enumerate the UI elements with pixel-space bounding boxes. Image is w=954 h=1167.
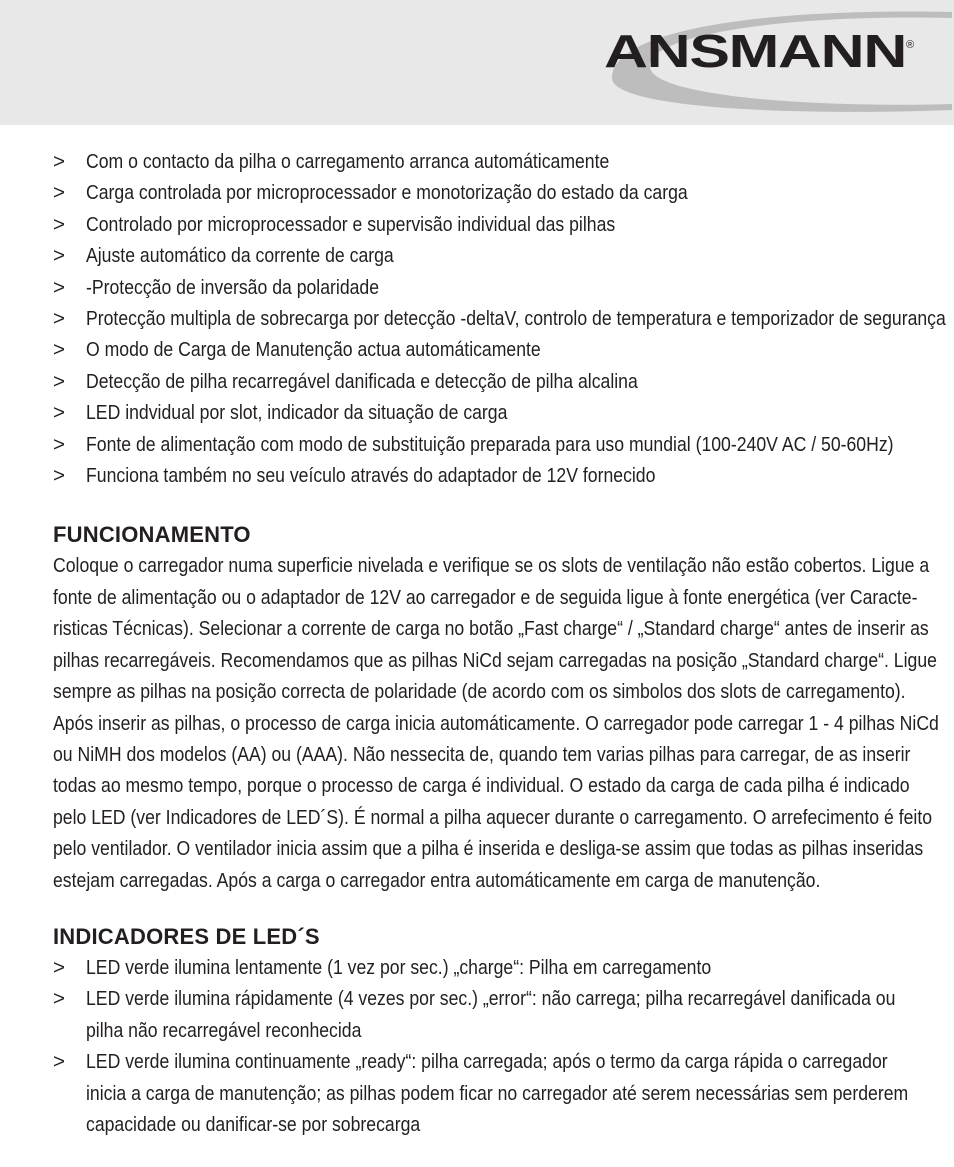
paragraph-line-text: pilhas recarregáveis. Recomendamos que as pilhas NiCd sejam carregadas na posição „Standard charge“. Ligue — [53, 648, 937, 672]
paragraph-line-text: ou NiMH dos modelos (AA) ou (AAA). Não nessecita de, quando tem varias pilhas para carregar, de as inserir — [53, 742, 911, 766]
paragraph-line — [53, 865, 913, 896]
indicator-line-text: capacidade ou danificar-se por sobrecarga — [86, 1112, 421, 1136]
paragraph-line-text: risticas Técnicas). Selecionar a corrente de carga no botão „Fast charge“ / „Standard charge“ antes de inserir as — [53, 617, 929, 641]
page-header — [0, 0, 954, 125]
led-indicator-item — [53, 952, 913, 983]
indicator-line-text: pilha não recarregável reconhecida — [86, 1018, 362, 1042]
bullet-marker: > — [53, 181, 65, 205]
paragraph-line — [53, 613, 929, 644]
indicator-line-text: LED verde ilumina lentamente (1 vez por sec.) „charge“: Pilha em carregamento — [86, 955, 712, 979]
ansmann-logo — [560, 0, 954, 125]
bullet-marker: > — [53, 212, 65, 236]
paragraph-line — [53, 739, 913, 770]
bullet-marker: > — [53, 955, 65, 979]
bullet-marker: > — [53, 275, 65, 299]
feature-item — [53, 209, 913, 240]
logo-wordmark: ANSMANN — [604, 25, 906, 77]
main-content — [53, 146, 946, 1140]
paragraph-line-text: sempre as pilhas na posição correcta de polaridade (de acordo com os simbolos dos slots de carregamento). — [53, 680, 906, 704]
paragraph-line-text: pelo LED (ver Indicadores de LED´S). É normal a pilha aquecer durante o carregamento. O arrefecimento é feito — [53, 805, 933, 829]
feature-text: Protecção multipla de sobrecarga por detecção -deltaV, controlo de temperatura e temporizador de segurança — [86, 307, 946, 331]
bullet-marker: > — [53, 307, 65, 331]
led-indicator-item — [53, 983, 913, 1046]
indicator-line-text: LED verde ilumina continuamente „ready“: pilha carregada; após o termo da carga rápida o carregador — [86, 1050, 888, 1074]
paragraph-line — [53, 582, 918, 613]
paragraph-line — [53, 802, 933, 833]
feature-text: Carga controlada por microprocessador e monotorização do estado da carga — [86, 181, 688, 205]
feature-text: Controlado por microprocessador e supervisão individual das pilhas — [86, 212, 616, 236]
paragraph-line — [53, 645, 937, 676]
indicadores-heading: INDICADORES DE LED´S — [53, 923, 320, 949]
feature-text: Funciona também no seu veículo através do adaptador de 12V fornecido — [86, 464, 656, 488]
feature-text: LED indvidual por slot, indicador da situação de carga — [86, 401, 508, 425]
feature-text: Ajuste automático da corrente de carga — [86, 244, 394, 268]
bullet-marker: > — [53, 244, 65, 268]
feature-text: -Protecção de inversão da polaridade — [86, 275, 380, 299]
indicator-line — [86, 1015, 913, 1046]
feature-item — [53, 240, 913, 271]
bullet-marker: > — [53, 432, 65, 456]
bullet-marker: > — [53, 401, 65, 425]
indicator-line-text: LED verde ilumina rápidamente (4 vezes por sec.) „error“: não carrega; pilha recarregável danificada ou — [86, 987, 896, 1011]
bullet-marker: > — [53, 987, 65, 1011]
registered-mark: ® — [906, 39, 915, 51]
funcionamento-heading: FUNCIONAMENTO — [53, 522, 251, 548]
feature-item — [53, 272, 913, 303]
bullet-marker: > — [53, 150, 65, 173]
feature-item — [53, 460, 913, 491]
feature-text: Fonte de alimentação com modo de substituição preparada para uso mundial (100-240V AC / 50-60Hz) — [86, 432, 894, 456]
feature-text: Com o contacto da pilha o carregamento arranca automáticamente — [86, 150, 610, 173]
feature-list — [53, 146, 946, 491]
feature-text: O modo de Carga de Manutenção actua automáticamente — [86, 338, 541, 362]
indicator-line — [86, 1078, 913, 1109]
paragraph-line-text: fonte de alimentação ou o adaptador de 12V ao carregador e de seguida ligue à fonte energética (ver Caracte- — [53, 585, 918, 609]
feature-item — [53, 429, 913, 460]
bullet-marker: > — [53, 464, 65, 488]
led-indicator-item — [53, 1046, 913, 1140]
paragraph-line-text: todas ao mesmo tempo, porque o processo de carga é individual. O estado da carga de cada pilha é indicado — [53, 774, 910, 798]
paragraph-line — [53, 676, 913, 707]
feature-item — [53, 366, 913, 397]
paragraph-line-text: pelo ventilador. O ventilador inicia assim que a pilha é inserida e desliga-se assim que todas as pilhas inseridas — [53, 837, 924, 861]
paragraph-line — [53, 550, 930, 581]
paragraph-line — [53, 708, 939, 739]
bullet-marker: > — [53, 338, 65, 362]
feature-item — [53, 334, 913, 365]
indicator-line — [86, 983, 913, 1014]
feature-item — [53, 177, 913, 208]
feature-item — [53, 397, 913, 428]
bullet-marker: > — [53, 1050, 65, 1074]
indicator-line-text: inicia a carga de manutenção; as pilhas podem ficar no carregador até serem necessárias sem perderem — [86, 1081, 909, 1105]
bullet-marker: > — [53, 369, 65, 393]
paragraph-line — [53, 833, 924, 864]
paragraph-line-text: Após inserir as pilhas, o processo de carga inicia automáticamente. O carregador pode carregar 1 - 4 pilhas NiCd — [53, 711, 939, 735]
feature-item — [53, 303, 946, 334]
indicator-line — [86, 952, 913, 983]
indicator-line — [86, 1109, 913, 1140]
paragraph-line-text: estejam carregadas. Após a carga o carregador entra automáticamente em carga de manutenção. — [53, 868, 821, 892]
feature-item — [53, 146, 913, 177]
paragraph-line-text: Coloque o carregador numa superficie nivelada e verifique se os slots de ventilação não estão cobertos. Ligue a — [53, 554, 930, 578]
funcionamento-paragraph — [53, 550, 939, 895]
led-indicator-list — [53, 952, 913, 1140]
feature-text: Detecção de pilha recarregável danificada e detecção de pilha alcalina — [86, 369, 638, 393]
indicator-line — [86, 1046, 913, 1077]
paragraph-line — [53, 770, 913, 801]
